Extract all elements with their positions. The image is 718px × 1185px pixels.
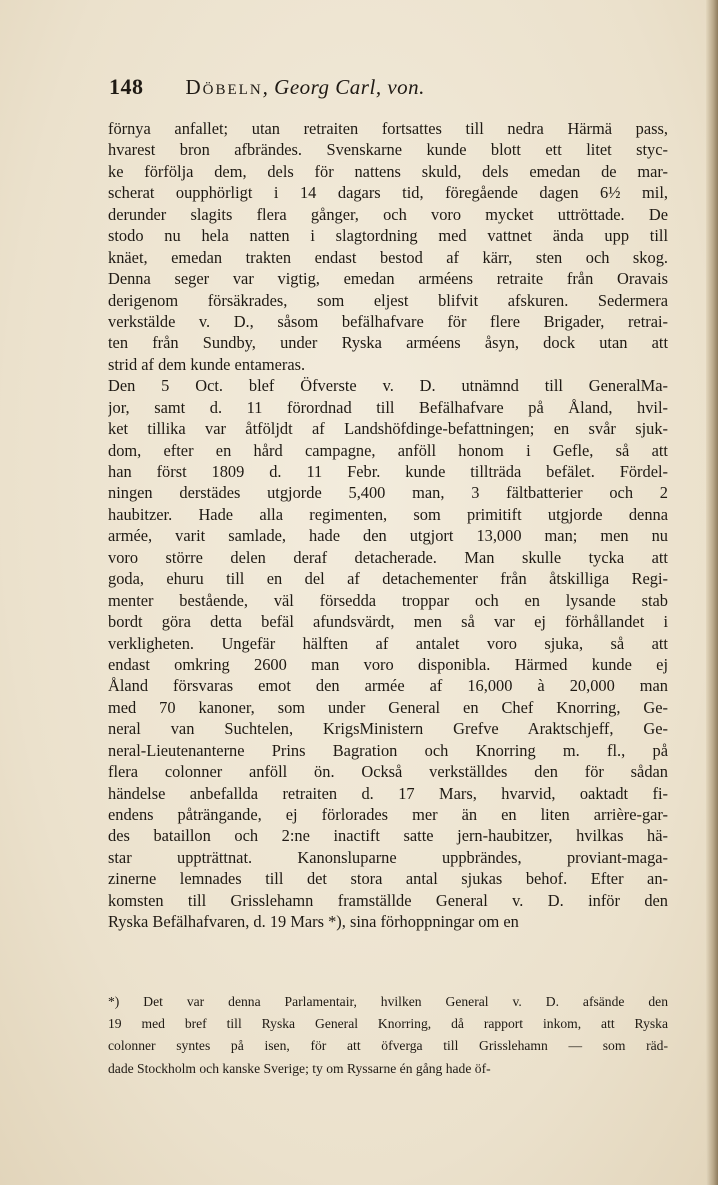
footnote xyxy=(108,991,668,1080)
main-text xyxy=(108,118,668,933)
footnote-line: *) Det var denna Parlamentair, hvilken General v. D. afsände den xyxy=(108,994,668,1009)
text-line: endast omkring 2600 man voro disponibla. Härmed kunde ej xyxy=(108,654,668,674)
running-title-name: Döbeln xyxy=(185,75,263,99)
text-line: med 70 kanoner, som under General en Chef Knorring, Ge- xyxy=(108,697,668,717)
text-line: hvarest bron afbrändes. Svenskarne kunde blott ett litet styc- xyxy=(108,140,668,160)
page-number: 148 xyxy=(109,74,144,99)
footnote-line: 19 med bref till Ryska General Knorring, då rapport inkom, att Ryska xyxy=(108,1016,668,1032)
page-edge xyxy=(706,0,718,1185)
text-line: des bataillon och 2:ne inactift satte jern-haubitzer, hvilkas hä- xyxy=(108,826,668,846)
text-line: derunder slagits flera gånger, och voro mycket uttröttade. De xyxy=(108,204,668,224)
footnote-line: dade Stockholm och kanske Sverige; ty om Ryssarne én gång hade öf- xyxy=(108,1060,491,1076)
text-line: verkligheten. Ungefär hälften af antalet voro sjuka, så att xyxy=(108,633,668,653)
text-line: haubitzer. Hade alla regimenten, som primitift utgjorde denna xyxy=(108,504,668,524)
text-line: Den 5 Oct. blef Öfverste v. D. utnämnd till GeneralMa- xyxy=(108,376,668,396)
text-line: dom, efter en hård campagne, anföll honom i Gefle, så att xyxy=(108,440,668,460)
text-line: komsten till Grisslehamn framställde General v. D. inför den xyxy=(108,890,668,910)
text-line: zinerne lemnades till det stora antal sjukas behof. Efter an- xyxy=(108,869,668,889)
text-line: endens påträngande, ej förlorades mer än en liten arrière-gar- xyxy=(108,805,668,824)
text-line: knäet, emedan trakten endast bestod af kärr, sten och skog. xyxy=(108,247,668,267)
footnote-line: colonner syntes på isen, för att öfverga till Grisslehamn — som räd- xyxy=(108,1038,668,1054)
text-line: han först 1809 d. 11 Febr. kunde tillträda befälet. Fördel- xyxy=(108,462,668,481)
text-line: flera colonner anföll ön. Också verkställdes den för sådan xyxy=(108,762,668,782)
text-line: förnya anfallet; utan retraiten fortsattes till nedra Härmä pass, xyxy=(108,119,668,138)
text-line: voro större delen deraf detacherade. Man skulle tycka att xyxy=(108,547,668,567)
running-title xyxy=(186,75,425,100)
text-line: stodo nu hela natten i slagtordning med vattnet ända upp till xyxy=(108,226,668,246)
text-line: verkstälde v. D., såsom befälhafvare för flere Brigader, retrai- xyxy=(108,311,668,331)
text-line: goda, ehuru till en del af detachementer från åtskilliga Regi- xyxy=(108,569,668,589)
text-line: ke förfölja dem, dels för nattens skuld, dels emedan de mar- xyxy=(108,161,668,181)
text-line: händelse anbefallda retraiten d. 17 Mars, hvarvid, oaktadt fi- xyxy=(108,783,668,803)
text-line: star uppträttnat. Kanonsluparne uppbrändes, proviant-maga- xyxy=(108,847,668,867)
text-line: derigenom försäkrades, som eljest blifvit afskuren. Sedermera xyxy=(108,290,668,310)
running-title-rest: , Georg Carl, von. xyxy=(262,75,425,99)
text-line: menter bestående, väl försedda troppar och en lysande stab xyxy=(108,590,668,610)
text-line: ket tillika var åtföljdt af Landshöfdinge-befattningen; en svår sjuk- xyxy=(108,419,668,439)
text-line: scherat oupphörligt i 14 dagars tid, föregående dagen 6½ mil, xyxy=(108,183,668,203)
text-line: Ryska Befälhafvaren, d. 19 Mars *), sina förhoppningar om en xyxy=(108,912,519,932)
text-line: Åland försvaras emot den armée af 16,000 à 20,000 man xyxy=(108,676,668,696)
text-line: armée, varit samlade, hade den utgjort 13,000 man; men nu xyxy=(108,526,668,546)
text-line: Denna seger var vigtig, emedan arméens retraite från Oravais xyxy=(108,269,668,289)
text-line: ten från Sundby, under Ryska arméens åsyn, dock utan att xyxy=(108,333,668,353)
text-line: neral van Suchtelen, KrigsMinistern Grefve Araktschjeff, Ge- xyxy=(108,719,668,739)
text-line: strid af dem kunde entameras. xyxy=(108,354,306,374)
running-head xyxy=(109,74,529,108)
text-line: jor, samt d. 11 förordnad till Befälhafvare på Åland, hvil- xyxy=(108,397,668,417)
text-line: neral-Lieutenanterne Prins Bagration och Knorring m. fl., på xyxy=(108,740,668,760)
text-line: bordt göra detta befäl afundsvärdt, men så var ej förhållandet i xyxy=(108,612,668,632)
text-line: ningen derstädes utgjorde 5,400 man, 3 fältbatterier och 2 xyxy=(108,483,668,503)
